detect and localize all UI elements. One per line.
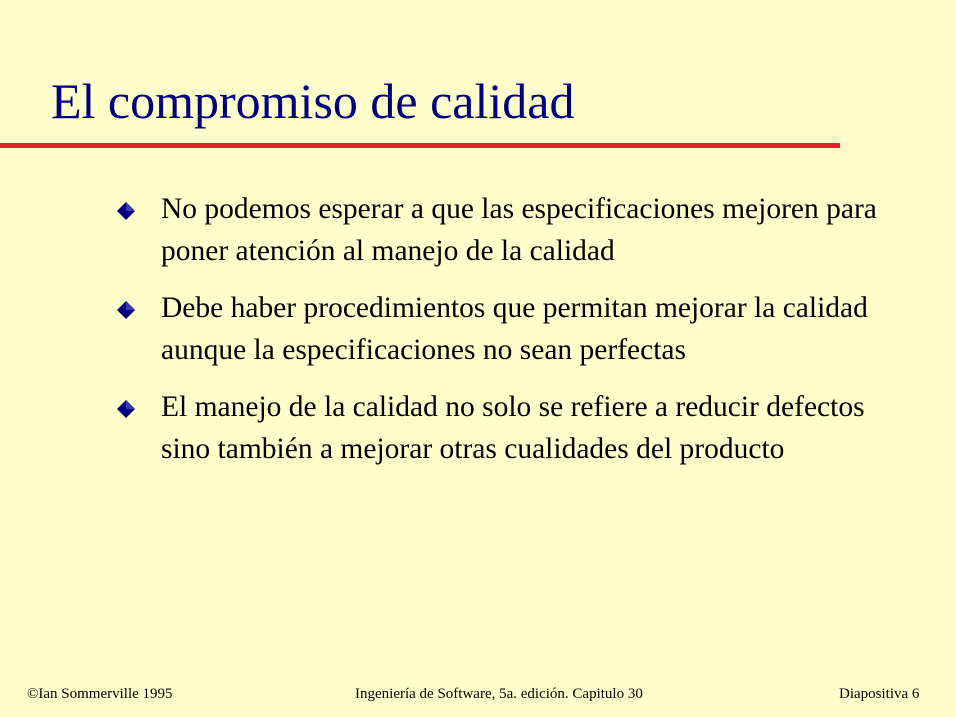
bullet-item — [117, 188, 917, 272]
footer-book-info: Ingeniería de Software, 5a. edición. Capitulo 30 — [355, 686, 643, 702]
bullet-text: Debe haber procedimientos que permitan mejorar la calidad aunque la especificaciones no sean perfectas — [161, 292, 868, 366]
slide-title: El compromiso de calidad — [51, 73, 575, 129]
diamond-bullet-icon — [117, 400, 135, 418]
diamond-bullet-icon — [117, 202, 135, 220]
bullet-list — [117, 188, 917, 485]
bullet-text: No podemos esperar a que las especificaciones mejoren para poner atención al manejo de la calidad — [161, 193, 877, 267]
bullet-item — [117, 386, 917, 470]
footer-slide-number: Diapositiva 6 — [839, 686, 920, 702]
title-divider — [0, 143, 840, 148]
footer-copyright: ©Ian Sommerville 1995 — [27, 686, 173, 702]
bullet-text: El manejo de la calidad no solo se refiere a reducir defectos sino también a mejorar otras cualidades del producto — [161, 391, 865, 465]
bullet-item — [117, 287, 917, 371]
diamond-bullet-icon — [117, 301, 135, 319]
